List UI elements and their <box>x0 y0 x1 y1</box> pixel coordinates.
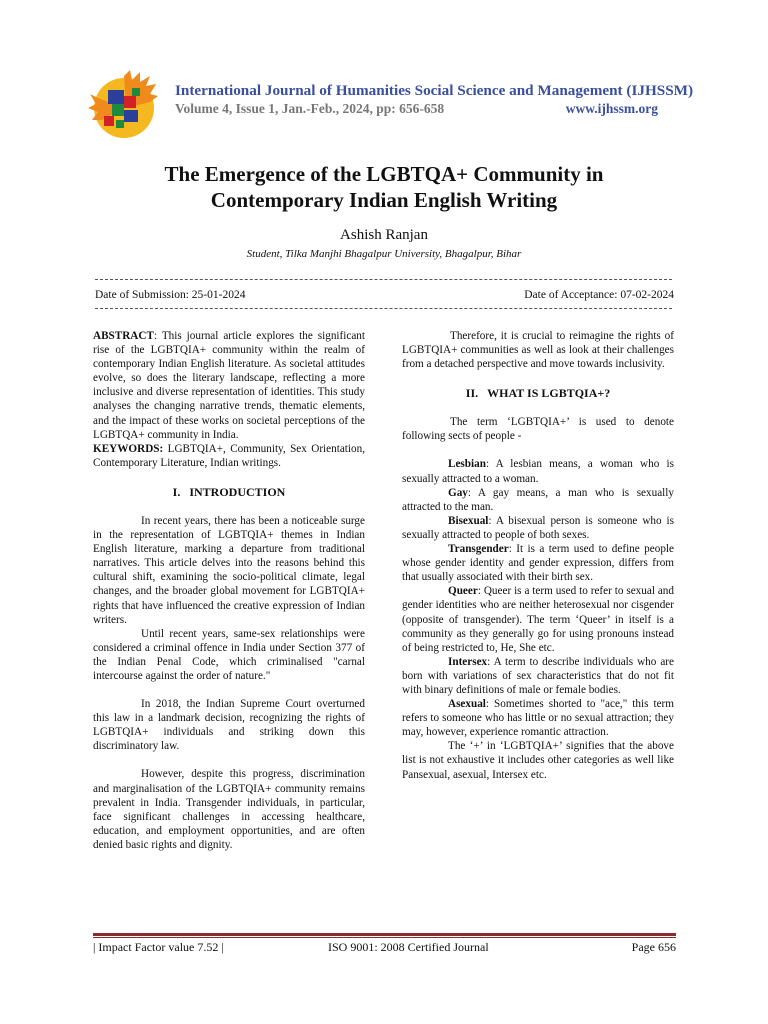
divider-top <box>95 279 672 280</box>
journal-logo-icon <box>86 68 162 144</box>
acceptance-date: Date of Acceptance: 07-02-2024 <box>524 289 674 301</box>
title-line-2: Contemporary Indian English Writing <box>210 188 558 212</box>
right-intro-paragraph: Therefore, it is crucial to reimagine the rights of LGBTQIA+ communities as well as look at their challenges from a detached perspective and move towards inclusivity. <box>402 330 674 371</box>
definition-text: : A bisexual person is someone who is sexually attracted to people of both sexes. <box>402 514 674 541</box>
definition-text: : Queer is a term used to refer to sexual and gender identities who are neither heterosexual nor cisgender (opposite of transgender). The term ‘Queer’ in itself is a community as they generally go for using pronouns instead of being restricted to, He, She etc. <box>402 585 674 654</box>
intro-paragraph-1: In recent years, there has been a noticeable surge in the representation of LGBTQIA+ themes in Indian English literature, marking a departure from traditional narratives. This article delves into the reasons behind this cultural shift, examining the socio-political climate, legal changes, and the broader global movement for LGBTQIA+ rights that have influenced the creative expression of Indian writers. <box>93 514 365 626</box>
keywords <box>93 442 365 470</box>
term-lesbian: Lesbian <box>448 458 486 471</box>
intro-paragraph-4: However, despite this progress, discrimination and marginalisation of the LGBTQIA+ community remains prevalent in India. Transgender individuals, in particular, face significant challenges in accessing healthcare, education, and employment opportunities, and are often denied basic rights and dignity. <box>93 768 365 851</box>
dates-row <box>95 289 674 301</box>
iso-certification: ISO 9001: 2008 Certified Journal <box>328 940 489 954</box>
submission-date: Date of Submission: 25-01-2024 <box>95 289 246 301</box>
journal-website-link[interactable]: www.ijhssm.org <box>565 101 658 116</box>
definition-asexual <box>402 697 674 739</box>
section-heading-introduction: I. INTRODUCTION <box>172 484 286 499</box>
definition-text: : It is a term used to define people whose gender identity and gender expression, differs from that usually associated with their birth sex. <box>402 543 674 584</box>
intro-paragraph-2: Until recent years, same-sex relationships were considered a criminal offence in India under Section 377 of the Indian Penal Code, which criminalised "carnal intercourse against the order of nature." <box>93 627 365 682</box>
term-gay: Gay <box>448 486 468 499</box>
journal-name: International Journal of Humanities Social Science and Management (IJHSSM) <box>175 82 694 99</box>
left-column <box>93 329 365 852</box>
definition-bisexual <box>402 514 674 542</box>
definitions-closing: The ‘+’ in ‘LGBTQIA+’ signifies that the above list is not exhaustive it includes other categories as well like Pansexual, asexual, Intersex etc. <box>402 740 674 781</box>
footer-rule-thin <box>93 937 676 938</box>
issue-info: Volume 4, Issue 1, Jan.-Feb., 2024, pp: 656-658 <box>175 101 445 116</box>
impact-factor: | Impact Factor value 7.52 | <box>93 940 224 954</box>
title-line-1: The Emergence of the LGBTQA+ Community in <box>164 162 604 186</box>
author-name: Ashish Ranjan <box>340 227 428 243</box>
issue-line <box>175 101 658 117</box>
definition-lesbian <box>402 457 674 485</box>
footer-rule-thick <box>93 933 676 936</box>
definition-queer <box>402 584 674 654</box>
page-footer <box>93 940 676 955</box>
term-transgender: Transgender <box>448 543 509 556</box>
divider-bottom <box>95 308 672 309</box>
definition-text: : Sometimes shorted to "ace," this term refers to someone who has little or no sexual attraction; they may, however, experience romantic attraction. <box>402 698 674 739</box>
term-queer: Queer <box>448 585 478 598</box>
term-asexual: Asexual <box>448 698 486 711</box>
definition-text: : A lesbian means, a woman who is sexually attracted to a woman. <box>402 458 674 485</box>
section-heading-what-is-lgbtqia: II. WHAT IS LGBTQIA+? <box>465 386 611 401</box>
right-column <box>402 329 674 782</box>
definitions-intro: The term ‘LGBTQIA+’ is used to denote following sects of people - <box>402 416 674 443</box>
abstract-label: ABSTRACT <box>93 330 154 342</box>
page-number: Page 656 <box>631 940 676 954</box>
term-intersex: Intersex <box>448 655 488 668</box>
definition-gay <box>402 486 674 514</box>
author-affiliation: Student, Tilka Manjhi Bhagalpur University, Bhagalpur, Bihar <box>246 248 522 260</box>
abstract <box>93 329 365 442</box>
intro-paragraph-3: In 2018, the Indian Supreme Court overturned this law in a landmark decision, recognizing the rights of LGBTQIA+ individuals and striking down this discriminatory law. <box>93 698 365 753</box>
keywords-label: KEYWORDS: <box>93 442 164 455</box>
definition-transgender <box>402 542 674 584</box>
abstract-text: : This journal article explores the significant rise of the LGBTQIA+ community within the realm of contemporary Indian English literature. As societal attitudes evolve, so does the literary landscape, reflecting a more inclusive and diverse representation of identities. This study analyses the changing narrative trends, thematic elements, and the impact of these works on societal perceptions of the LGBTQA+ community in India. <box>93 330 365 441</box>
paper-title <box>0 161 768 213</box>
definition-text: : A gay means, a man who is sexually attracted to the man. <box>402 486 674 513</box>
keywords-text: LGBTQIA+, Community, Sex Orientation, Contemporary Literature, Indian writings. <box>93 442 365 469</box>
definition-text: : A term to describe individuals who are born with variations of sex characteristics that do not fit with binary definitions of male or female bodies. <box>402 655 674 696</box>
definition-intersex <box>402 655 674 697</box>
term-bisexual: Bisexual <box>448 514 489 527</box>
